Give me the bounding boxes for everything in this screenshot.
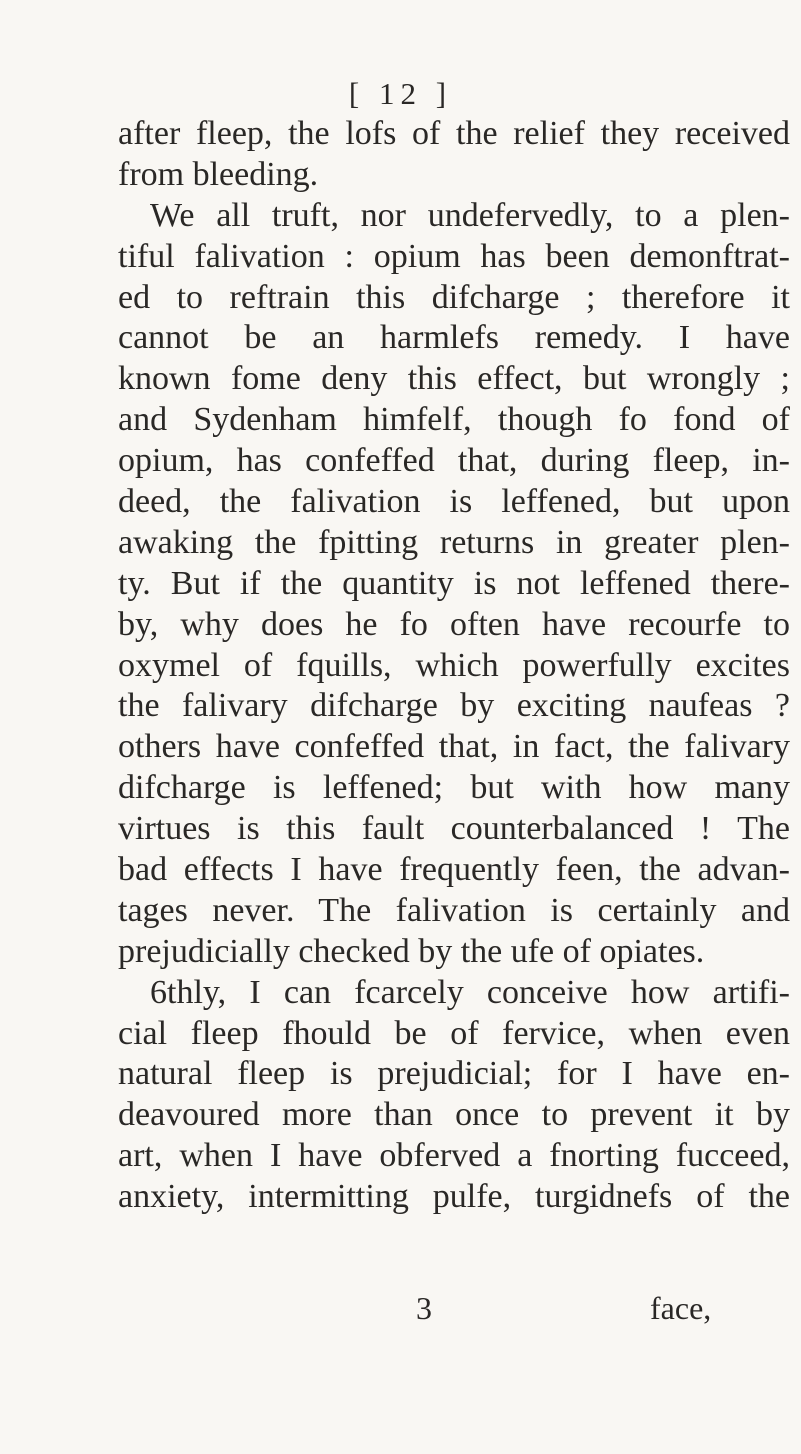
text-line: opium, has confeffed that, during fleep, in- bbox=[118, 442, 790, 480]
text-line: by, why does he fo often have recourfe to bbox=[118, 605, 790, 643]
text-line: tages never. The falivation is certainly and bbox=[118, 891, 790, 929]
text-line: deed, the falivation is leffened, but upon bbox=[118, 483, 790, 521]
page-footer bbox=[0, 1286, 801, 1330]
text-line: virtues is this fault counterbalanced ! The bbox=[118, 810, 790, 848]
text-line: difcharge is leffened; but with how many bbox=[118, 769, 790, 807]
text-line: after fleep, the lofs of the relief they received bbox=[118, 115, 790, 152]
signature-mark: 3 bbox=[416, 1290, 432, 1326]
text-line: oxymel of fquills, which powerfully excites bbox=[118, 646, 790, 684]
text-line: natural fleep is prejudicial; for I have en- bbox=[118, 1055, 790, 1093]
text-line: ed to reftrain this difcharge ; therefore it bbox=[118, 278, 790, 316]
text-line: anxiety, intermitting pulfe, turgidnefs of the bbox=[118, 1178, 790, 1216]
text-line: prejudicially checked by the ufe of opiates. bbox=[118, 932, 705, 970]
text-line: known fome deny this effect, but wrongly ; bbox=[118, 360, 790, 398]
text-line: We all truft, nor undefervedly, to a plen- bbox=[150, 196, 790, 234]
text-line: others have confeffed that, in fact, the falivary bbox=[118, 728, 790, 766]
text-line: cannot be an harmlefs remedy. I have bbox=[118, 319, 790, 357]
text-line: and Sydenham himfelf, though fo fond of bbox=[118, 401, 790, 439]
text-line: deavoured more than once to prevent it by bbox=[118, 1096, 790, 1134]
text-line: 6thly, I can fcarcely conceive how artifi- bbox=[150, 973, 790, 1011]
body-text bbox=[118, 114, 790, 1218]
text-line: art, when I have obferved a fnorting fucceed, bbox=[118, 1137, 790, 1175]
text-line: awaking the fpitting returns in greater plen- bbox=[118, 523, 790, 561]
text-line: tiful falivation : opium has been demonftrat- bbox=[118, 237, 790, 275]
catchword: face, bbox=[650, 1290, 712, 1326]
text-line: ty. But if the quantity is not leffened there- bbox=[118, 564, 790, 602]
text-line: bad effects I have frequently feen, the advan- bbox=[118, 851, 790, 889]
text-line: the falivary difcharge by exciting naufeas ? bbox=[118, 687, 790, 725]
page-number: [ 12 ] bbox=[348, 76, 453, 111]
text-line: cial fleep fhould be of fervice, when even bbox=[118, 1014, 790, 1052]
text-line: from bleeding. bbox=[118, 155, 319, 193]
